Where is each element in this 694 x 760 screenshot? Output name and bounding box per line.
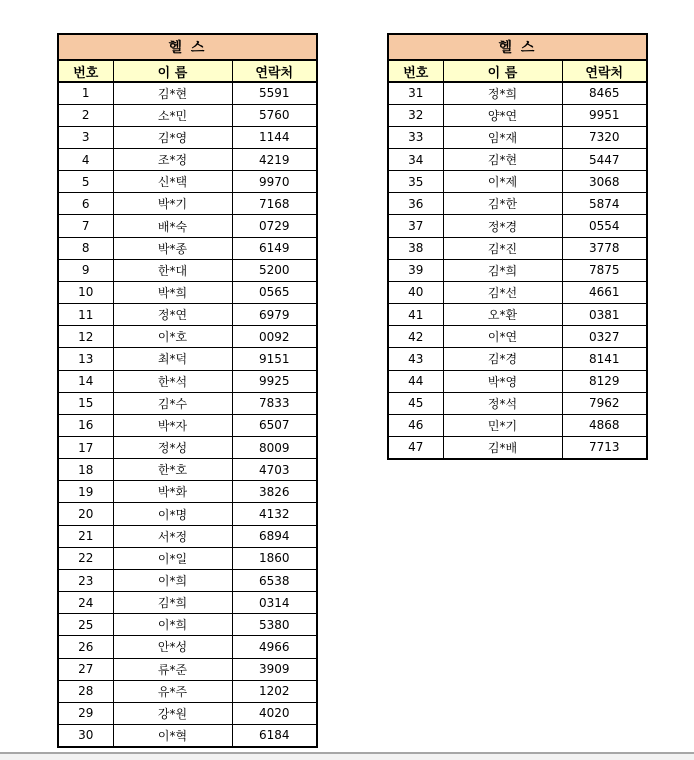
table-row [58, 126, 317, 148]
column-header-row [58, 60, 317, 82]
name-cell[interactable]: 신*택 [113, 171, 232, 193]
row-number-cell[interactable]: 6 [58, 193, 113, 215]
contact-cell[interactable]: 4661 [562, 281, 647, 303]
name-cell[interactable]: 정*경 [443, 215, 562, 237]
name-cell[interactable]: 서*정 [113, 525, 232, 547]
column-header-number[interactable]: 번호 [388, 60, 443, 82]
table-row [388, 370, 647, 392]
table-row [388, 193, 647, 215]
row-number-cell[interactable]: 18 [58, 459, 113, 481]
row-number-cell[interactable]: 1 [58, 82, 113, 104]
contact-cell[interactable]: 7833 [232, 392, 317, 414]
roster-table-right-body [388, 82, 647, 459]
contact-cell[interactable]: 5760 [232, 104, 317, 126]
table-row [58, 592, 317, 614]
contact-cell[interactable]: 6507 [232, 414, 317, 436]
row-number-cell[interactable]: 40 [388, 281, 443, 303]
contact-cell[interactable]: 9951 [562, 104, 647, 126]
table-row [58, 636, 317, 658]
contact-cell[interactable]: 8465 [562, 82, 647, 104]
name-cell[interactable]: 임*재 [443, 126, 562, 148]
name-cell[interactable]: 김*현 [443, 148, 562, 170]
row-number-cell[interactable]: 21 [58, 525, 113, 547]
contact-cell[interactable]: 5591 [232, 82, 317, 104]
contact-cell[interactable]: 4132 [232, 503, 317, 525]
name-cell[interactable]: 안*성 [113, 636, 232, 658]
window-bottom-edge-band [0, 754, 694, 760]
table-row [58, 658, 317, 680]
table-row [58, 215, 317, 237]
contact-cell[interactable]: 5380 [232, 614, 317, 636]
contact-cell[interactable]: 3826 [232, 481, 317, 503]
table-row [58, 104, 317, 126]
table-row [58, 503, 317, 525]
column-header-contact[interactable]: 연락처 [232, 60, 317, 82]
table-row [58, 547, 317, 569]
window-bottom-edge [0, 752, 694, 760]
row-number-cell[interactable]: 33 [388, 126, 443, 148]
name-cell[interactable]: 강*원 [113, 702, 232, 724]
name-cell[interactable]: 정*성 [113, 437, 232, 459]
contact-cell[interactable]: 5447 [562, 148, 647, 170]
row-number-cell[interactable]: 26 [58, 636, 113, 658]
contact-cell[interactable]: 8129 [562, 370, 647, 392]
contact-cell[interactable]: 7875 [562, 259, 647, 281]
column-header-contact[interactable]: 연락처 [562, 60, 647, 82]
row-number-cell[interactable]: 17 [58, 437, 113, 459]
contact-cell[interactable]: 5200 [232, 259, 317, 281]
contact-cell[interactable]: 0092 [232, 326, 317, 348]
row-number-cell[interactable]: 32 [388, 104, 443, 126]
table-row [58, 459, 317, 481]
row-number-cell[interactable]: 42 [388, 326, 443, 348]
name-cell[interactable]: 정*석 [443, 392, 562, 414]
contact-cell[interactable]: 1860 [232, 547, 317, 569]
row-number-cell[interactable]: 39 [388, 259, 443, 281]
row-number-cell[interactable]: 46 [388, 414, 443, 436]
table-row [388, 437, 647, 459]
table-row [58, 392, 317, 414]
table-row [58, 237, 317, 259]
table-row [388, 82, 647, 104]
row-number-cell[interactable]: 7 [58, 215, 113, 237]
contact-cell[interactable]: 0381 [562, 304, 647, 326]
row-number-cell[interactable]: 41 [388, 304, 443, 326]
name-cell[interactable]: 이*호 [113, 326, 232, 348]
roster-table-left-body [58, 82, 317, 747]
name-cell[interactable]: 박*화 [113, 481, 232, 503]
row-number-cell[interactable]: 14 [58, 370, 113, 392]
table-row [388, 414, 647, 436]
table-row [388, 237, 647, 259]
table-row [58, 614, 317, 636]
table-row [388, 215, 647, 237]
contact-cell[interactable]: 1144 [232, 126, 317, 148]
contact-cell[interactable]: 3909 [232, 658, 317, 680]
table-row [58, 725, 317, 747]
name-cell[interactable]: 박*희 [113, 281, 232, 303]
name-cell[interactable]: 오*환 [443, 304, 562, 326]
contact-cell[interactable]: 9151 [232, 348, 317, 370]
row-number-cell[interactable]: 23 [58, 569, 113, 591]
table-row [58, 326, 317, 348]
row-number-cell[interactable]: 34 [388, 148, 443, 170]
contact-cell[interactable]: 7320 [562, 126, 647, 148]
row-number-cell[interactable]: 3 [58, 126, 113, 148]
contact-cell[interactable]: 6894 [232, 525, 317, 547]
row-number-cell[interactable]: 22 [58, 547, 113, 569]
contact-cell[interactable]: 7713 [562, 437, 647, 459]
row-number-cell[interactable]: 16 [58, 414, 113, 436]
row-number-cell[interactable]: 31 [388, 82, 443, 104]
name-cell[interactable]: 박*자 [113, 414, 232, 436]
name-cell[interactable]: 김*선 [443, 281, 562, 303]
name-cell[interactable]: 김*경 [443, 348, 562, 370]
table-row [58, 680, 317, 702]
row-number-cell[interactable]: 35 [388, 171, 443, 193]
name-cell[interactable]: 한*석 [113, 370, 232, 392]
row-number-cell[interactable]: 44 [388, 370, 443, 392]
row-number-cell[interactable]: 43 [388, 348, 443, 370]
name-cell[interactable]: 김*희 [443, 259, 562, 281]
column-header-number[interactable]: 번호 [58, 60, 113, 82]
table-title-cell[interactable]: 헬 스 [58, 34, 317, 60]
name-cell[interactable]: 한*대 [113, 259, 232, 281]
table-row [388, 304, 647, 326]
row-number-cell[interactable]: 36 [388, 193, 443, 215]
table-row [58, 304, 317, 326]
contact-cell[interactable]: 6538 [232, 569, 317, 591]
name-cell[interactable]: 정*희 [443, 82, 562, 104]
contact-cell[interactable]: 0729 [232, 215, 317, 237]
row-number-cell[interactable]: 45 [388, 392, 443, 414]
table-row [58, 348, 317, 370]
contact-cell[interactable]: 1202 [232, 680, 317, 702]
name-cell[interactable]: 유*주 [113, 680, 232, 702]
row-number-cell[interactable]: 30 [58, 725, 113, 747]
name-cell[interactable]: 민*기 [443, 414, 562, 436]
table-row [58, 171, 317, 193]
contact-cell[interactable]: 9970 [232, 171, 317, 193]
table-row [58, 370, 317, 392]
name-cell[interactable]: 박*종 [113, 237, 232, 259]
table-row [388, 259, 647, 281]
name-cell[interactable]: 김*진 [443, 237, 562, 259]
name-cell[interactable]: 이*혁 [113, 725, 232, 747]
contact-cell[interactable]: 4966 [232, 636, 317, 658]
row-number-cell[interactable]: 24 [58, 592, 113, 614]
name-cell[interactable]: 김*배 [443, 437, 562, 459]
name-cell[interactable]: 이*희 [113, 614, 232, 636]
name-cell[interactable]: 이*연 [443, 326, 562, 348]
row-number-cell[interactable]: 13 [58, 348, 113, 370]
table-row [388, 392, 647, 414]
contact-cell[interactable]: 7168 [232, 193, 317, 215]
contact-cell[interactable]: 6149 [232, 237, 317, 259]
name-cell[interactable]: 이*명 [113, 503, 232, 525]
contact-cell[interactable]: 0565 [232, 281, 317, 303]
contact-cell[interactable]: 8141 [562, 348, 647, 370]
table-title-row [388, 34, 647, 60]
table-row [58, 481, 317, 503]
name-cell[interactable]: 소*민 [113, 104, 232, 126]
roster-table-left [57, 33, 318, 748]
contact-cell[interactable]: 4020 [232, 702, 317, 724]
table-row [388, 148, 647, 170]
contact-cell[interactable]: 9925 [232, 370, 317, 392]
contact-cell[interactable]: 8009 [232, 437, 317, 459]
contact-cell[interactable]: 5874 [562, 193, 647, 215]
row-number-cell[interactable]: 11 [58, 304, 113, 326]
name-cell[interactable]: 김*한 [443, 193, 562, 215]
row-number-cell[interactable]: 38 [388, 237, 443, 259]
table-row [388, 281, 647, 303]
row-number-cell[interactable]: 8 [58, 237, 113, 259]
contact-cell[interactable]: 0327 [562, 326, 647, 348]
table-row [58, 525, 317, 547]
name-cell[interactable]: 김*희 [113, 592, 232, 614]
row-number-cell[interactable]: 9 [58, 259, 113, 281]
row-number-cell[interactable]: 29 [58, 702, 113, 724]
name-cell[interactable]: 배*숙 [113, 215, 232, 237]
row-number-cell[interactable]: 15 [58, 392, 113, 414]
contact-cell[interactable]: 6979 [232, 304, 317, 326]
table-row [58, 414, 317, 436]
name-cell[interactable]: 정*연 [113, 304, 232, 326]
row-number-cell[interactable]: 5 [58, 171, 113, 193]
table-row [388, 171, 647, 193]
column-header-name[interactable]: 이 름 [113, 60, 232, 82]
table-row [58, 702, 317, 724]
contact-cell[interactable]: 6184 [232, 725, 317, 747]
name-cell[interactable]: 조*정 [113, 148, 232, 170]
row-number-cell[interactable]: 27 [58, 658, 113, 680]
contact-cell[interactable]: 3068 [562, 171, 647, 193]
row-number-cell[interactable]: 20 [58, 503, 113, 525]
table-row [388, 326, 647, 348]
column-header-row [388, 60, 647, 82]
row-number-cell[interactable]: 12 [58, 326, 113, 348]
name-cell[interactable]: 류*준 [113, 658, 232, 680]
table-row [58, 259, 317, 281]
contact-cell[interactable]: 0314 [232, 592, 317, 614]
table-title-cell[interactable]: 헬 스 [388, 34, 647, 60]
roster-table-right [387, 33, 648, 460]
name-cell[interactable]: 한*호 [113, 459, 232, 481]
name-cell[interactable]: 이*희 [113, 569, 232, 591]
table-row [58, 82, 317, 104]
name-cell[interactable]: 최*덕 [113, 348, 232, 370]
table-row [388, 348, 647, 370]
contact-cell[interactable]: 4868 [562, 414, 647, 436]
row-number-cell[interactable]: 25 [58, 614, 113, 636]
name-cell[interactable]: 박*기 [113, 193, 232, 215]
column-header-name[interactable]: 이 름 [443, 60, 562, 82]
table-row [58, 148, 317, 170]
row-number-cell[interactable]: 19 [58, 481, 113, 503]
contact-cell[interactable]: 0554 [562, 215, 647, 237]
table-row [58, 437, 317, 459]
name-cell[interactable]: 양*연 [443, 104, 562, 126]
table-row [388, 126, 647, 148]
table-row [58, 193, 317, 215]
row-number-cell[interactable]: 4 [58, 148, 113, 170]
name-cell[interactable]: 이*일 [113, 547, 232, 569]
name-cell[interactable]: 김*영 [113, 126, 232, 148]
name-cell[interactable]: 박*영 [443, 370, 562, 392]
table-title-row [58, 34, 317, 60]
table-row [58, 569, 317, 591]
row-number-cell[interactable]: 10 [58, 281, 113, 303]
contact-cell[interactable]: 4703 [232, 459, 317, 481]
contact-cell[interactable]: 4219 [232, 148, 317, 170]
table-row [388, 104, 647, 126]
contact-cell[interactable]: 7962 [562, 392, 647, 414]
row-number-cell[interactable]: 28 [58, 680, 113, 702]
name-cell[interactable]: 이*제 [443, 171, 562, 193]
contact-cell[interactable]: 3778 [562, 237, 647, 259]
row-number-cell[interactable]: 2 [58, 104, 113, 126]
name-cell[interactable]: 김*수 [113, 392, 232, 414]
row-number-cell[interactable]: 47 [388, 437, 443, 459]
table-row [58, 281, 317, 303]
row-number-cell[interactable]: 37 [388, 215, 443, 237]
name-cell[interactable]: 김*현 [113, 82, 232, 104]
